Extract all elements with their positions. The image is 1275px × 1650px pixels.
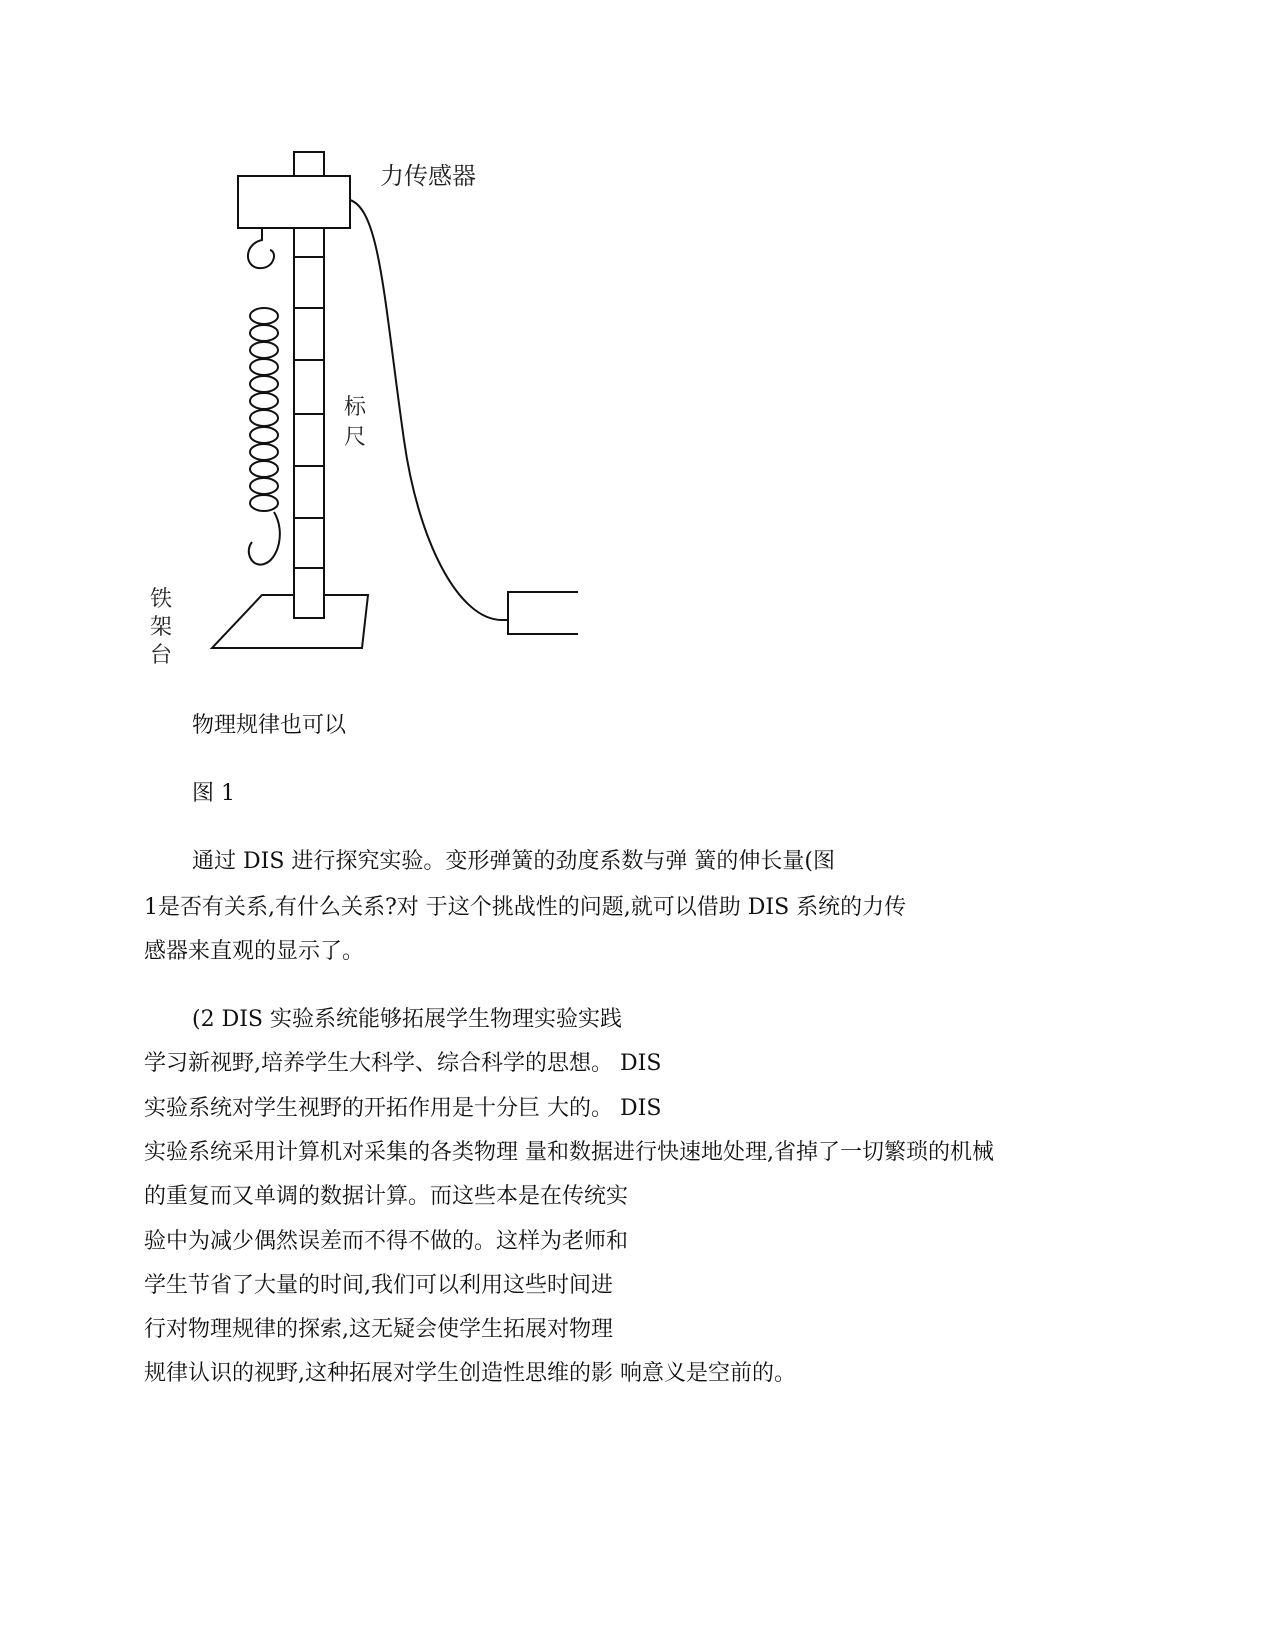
paragraph-1-line-2: 1是否有关系,有什么关系?对 于这个挑战性的问题,就可以借助 DIS 系统的力传: [144, 895, 907, 920]
iron-stand-label-char-2: 架: [150, 615, 173, 640]
experiment-diagram: [140, 140, 600, 700]
experiment-figure: [140, 140, 600, 700]
paragraph-2-line-4: 实验系统采用计算机对采集的各类物理 量和数据进行快速地处理,省掉了一切繁琐的机械: [144, 1140, 994, 1165]
iron-stand-label-char-3: 台: [150, 643, 173, 668]
data-collector-box: [508, 592, 578, 634]
spring-bottom-hook: [249, 512, 280, 565]
paragraph-2-line-5: 的重复而又单调的数据计算。而这些本是在传统实: [144, 1184, 629, 1209]
paragraph-2-line-9: 规律认识的视野,这种拓展对学生创造性思维的影 响意义是空前的。: [144, 1361, 796, 1386]
sensor-top-post: [294, 152, 324, 176]
force-sensor-box: [238, 176, 350, 228]
paragraph-2-line-2: 学习新视野,培养学生大科学、综合科学的思想。 DIS: [144, 1051, 662, 1076]
spring-coils: [250, 308, 278, 511]
paragraph-2-line-3: 实验系统对学生视野的开拓作用是十分巨 大的。 DIS: [144, 1096, 662, 1121]
figure-caption: 图 1: [192, 781, 235, 806]
paragraph-2-line-7: 学生节省了大量的时间,我们可以利用这些时间进: [144, 1273, 613, 1298]
paragraph-2-line-6: 验中为减少偶然误差而不得不做的。这样为老师和: [144, 1229, 629, 1254]
paragraph-2-line-1: (2 DIS 实验系统能够拓展学生物理实验实践: [192, 1007, 622, 1032]
paragraph-1-line-1: 通过 DIS 进行探究实验。变形弹簧的劲度系数与弹 簧的伸长量(图: [192, 849, 835, 874]
paragraph-1-line-3: 感器来直观的显示了。: [144, 939, 365, 964]
iron-stand-base: [212, 595, 368, 648]
ruler-label-char-1: 标: [344, 395, 367, 420]
ruler-column: [294, 228, 324, 618]
spring-hook: [248, 228, 274, 268]
text-line-intro: 物理规律也可以: [192, 713, 347, 738]
iron-stand-label-char-1: 铁: [150, 587, 173, 612]
ruler-label-char-2: 尺: [344, 425, 367, 450]
paragraph-2-line-8: 行对物理规律的探索,这无疑会使学生拓展对物理: [144, 1317, 613, 1342]
sensor-cable: [350, 200, 502, 620]
force-sensor-label: 力传感器: [380, 162, 476, 190]
